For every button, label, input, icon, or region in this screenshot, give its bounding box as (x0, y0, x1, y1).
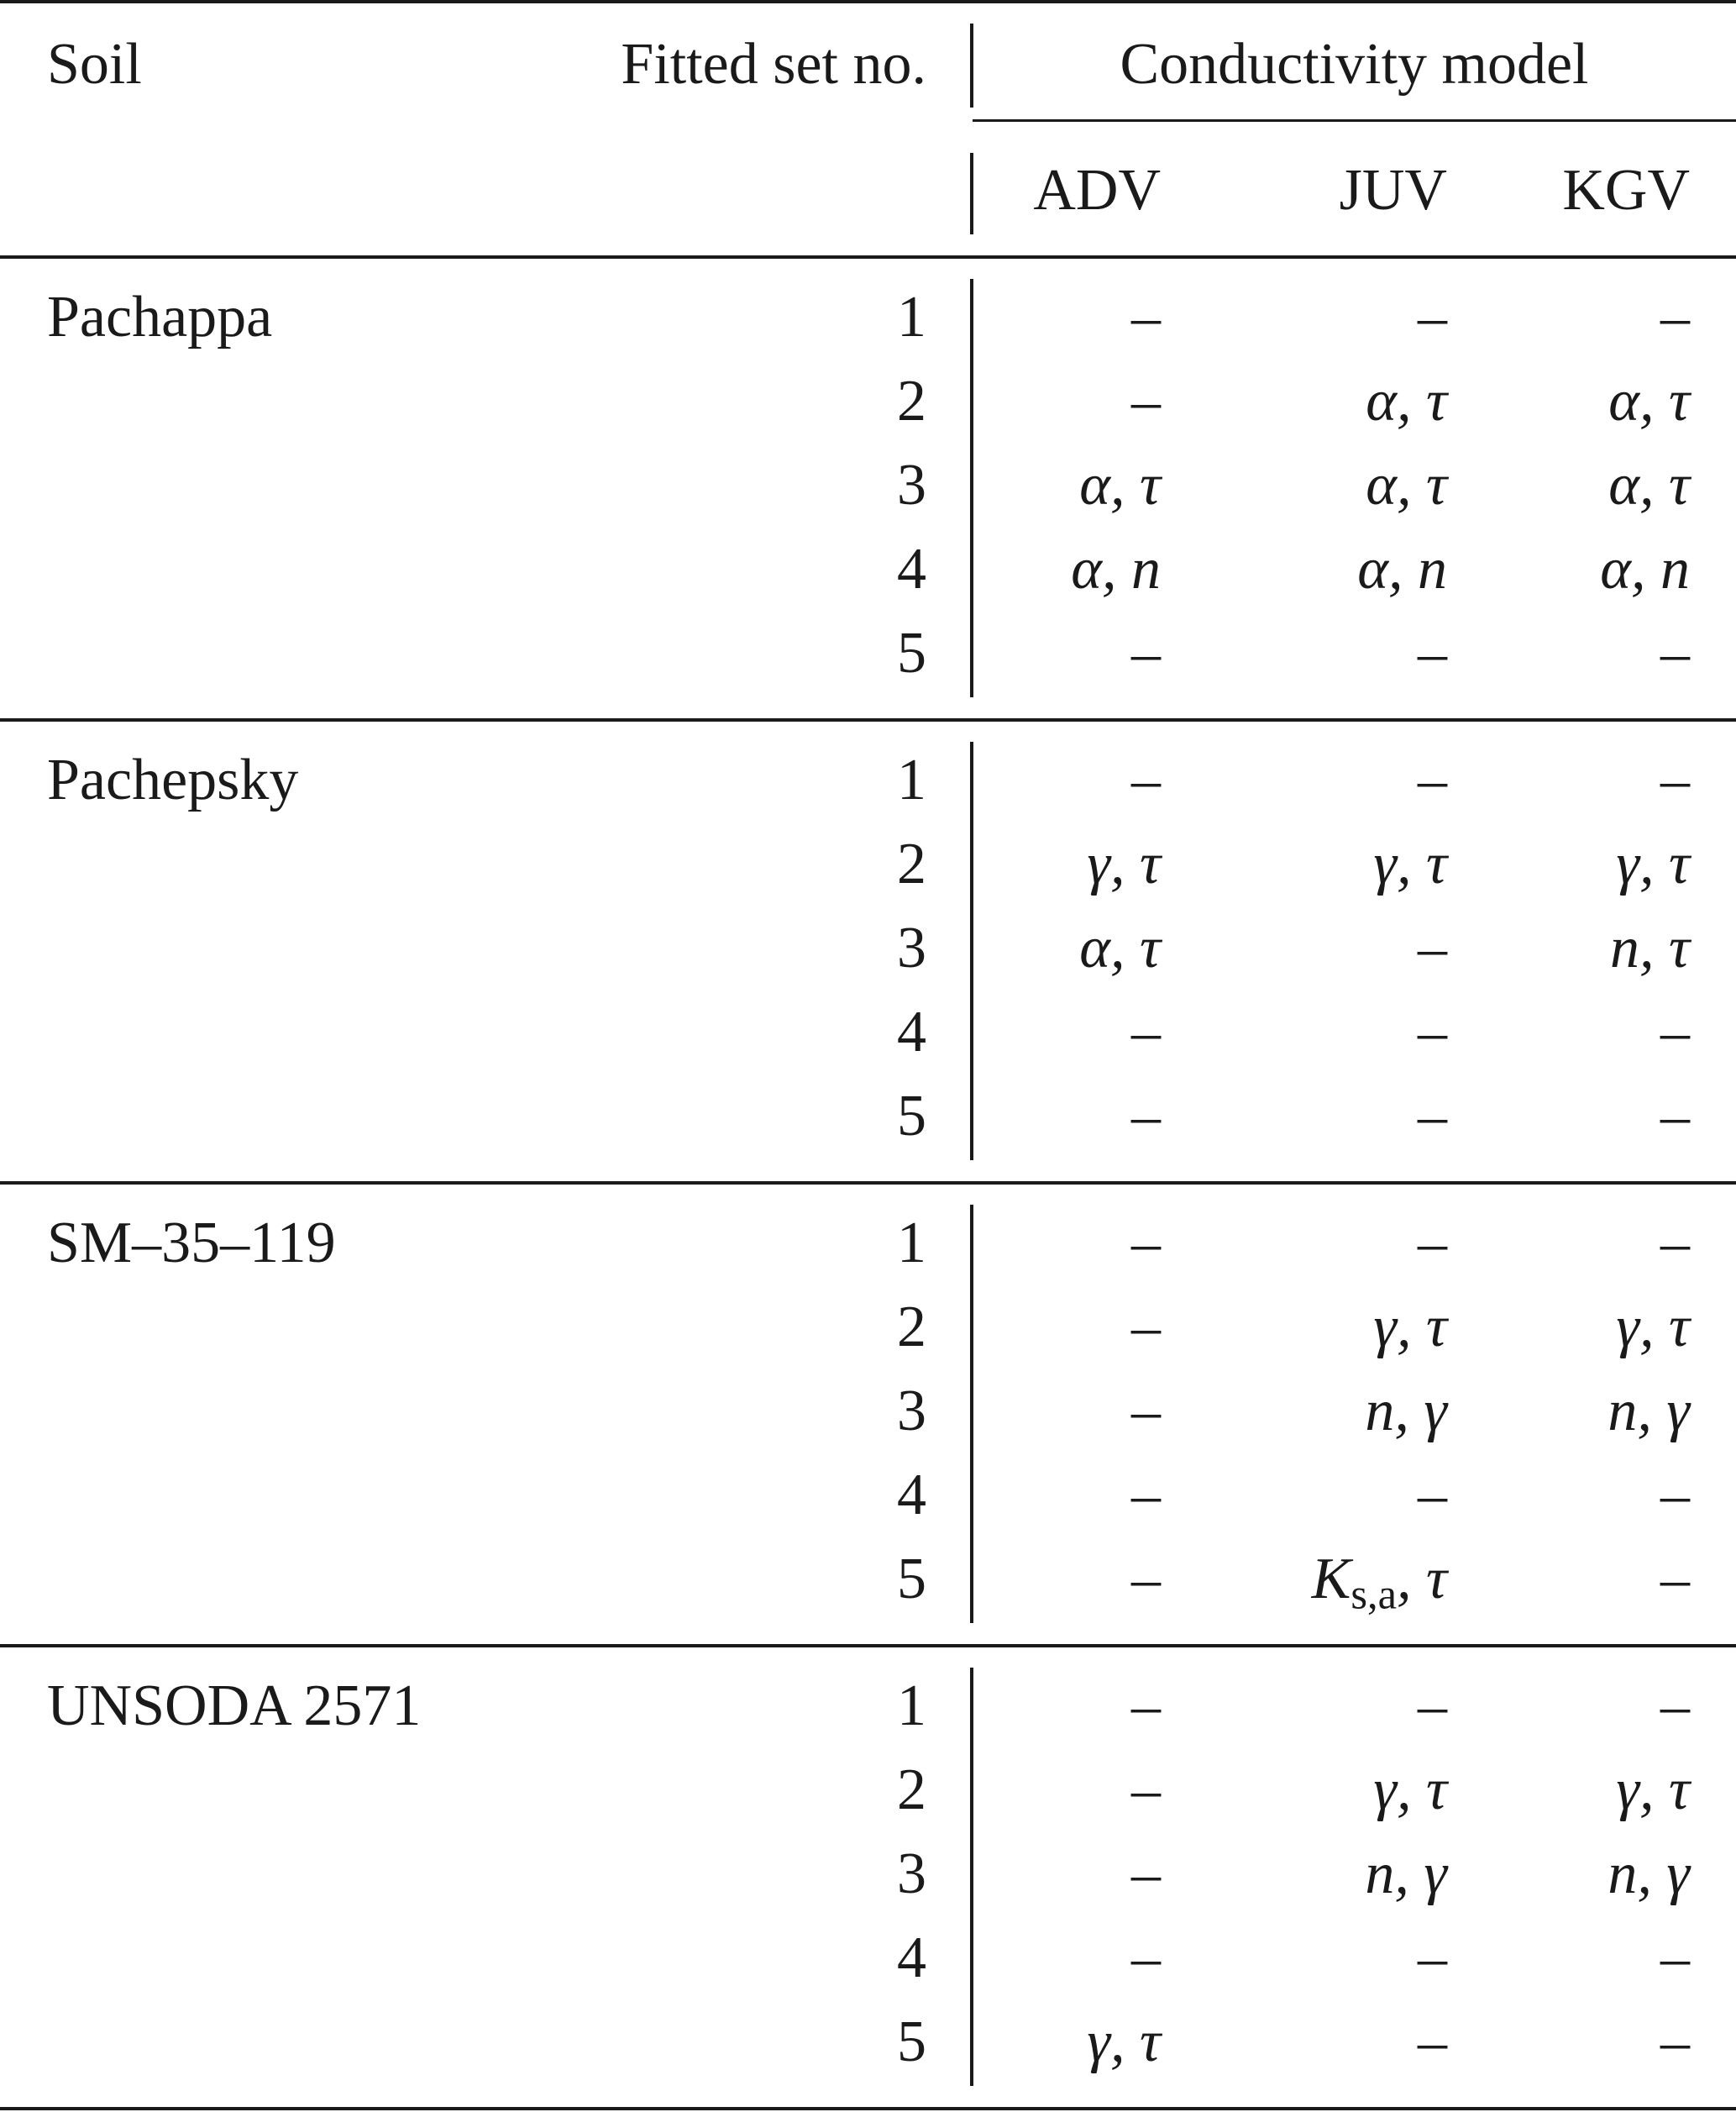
juv-cell: n, γ (1365, 1841, 1447, 1906)
adv-cell: – (1131, 1757, 1161, 1822)
set-number: 1 (897, 1673, 926, 1738)
kgv-cell: γ, τ (1616, 1757, 1690, 1822)
ks-subscript: s,a (1351, 1570, 1397, 1618)
conductivity-model-underline (973, 119, 1736, 122)
adv-cell: γ, τ (1087, 832, 1161, 896)
juv-cell: – (1418, 748, 1447, 812)
top-rule (0, 0, 1736, 3)
set-number: 2 (897, 369, 926, 433)
kgv-cell: n, γ (1608, 1841, 1690, 1906)
kgv-cell: – (1660, 1925, 1690, 1990)
kgv-cell: – (1660, 1463, 1690, 1527)
header-conductivity-model: Conductivity model (1120, 32, 1589, 97)
kgv-cell: – (1660, 285, 1690, 349)
kgv-cell: – (1660, 1211, 1690, 1275)
set-number: 4 (897, 537, 926, 602)
kgv-cell: α, τ (1608, 453, 1690, 517)
juv-cell: – (1418, 1925, 1447, 1990)
set-number: 4 (897, 1925, 926, 1990)
set-number: 4 (897, 1000, 926, 1064)
adv-cell: – (1131, 369, 1161, 433)
juv-cell: – (1418, 2010, 1447, 2074)
kgv-cell: – (1660, 748, 1690, 812)
juv-cell: γ, τ (1373, 1295, 1447, 1359)
group-separator-3 (0, 1644, 1736, 1647)
group-divider-sm35119 (970, 1205, 973, 1623)
set-number: 1 (897, 285, 926, 349)
set-number: 5 (897, 1084, 926, 1148)
juv-cell: α, τ (1366, 369, 1447, 433)
header-model-kgv: KGV (1562, 158, 1690, 223)
set-number: 3 (897, 916, 926, 980)
kgv-cell: – (1660, 1000, 1690, 1064)
juv-cell: – (1418, 916, 1447, 980)
ks-symbol: K (1311, 1547, 1351, 1611)
kgv-cell: α, τ (1608, 369, 1690, 433)
kgv-cell: n, γ (1608, 1379, 1690, 1443)
kgv-cell: n, τ (1609, 916, 1690, 980)
adv-cell: – (1131, 1379, 1161, 1443)
bottom-rule (0, 2107, 1736, 2110)
set-number: 4 (897, 1463, 926, 1527)
juv-cell: – (1418, 1673, 1447, 1738)
kgv-cell: γ, τ (1616, 1295, 1690, 1359)
adv-cell: α, τ (1079, 453, 1161, 517)
juv-cell: – (1418, 1000, 1447, 1064)
adv-cell: – (1131, 1925, 1161, 1990)
juv-cell: γ, τ (1373, 1757, 1447, 1822)
juv-cell: – (1418, 1211, 1447, 1275)
juv-cell: – (1418, 1463, 1447, 1527)
group-separator-1 (0, 718, 1736, 722)
adv-cell: – (1131, 1463, 1161, 1527)
header-soil: Soil (47, 32, 142, 97)
header-model-adv: ADV (1033, 158, 1161, 223)
kgv-cell: – (1660, 621, 1690, 686)
juv-cell: α, n (1357, 537, 1447, 602)
adv-cell: – (1131, 285, 1161, 349)
set-number: 1 (897, 1211, 926, 1275)
soil-name: SM–35–119 (47, 1211, 336, 1275)
kgv-cell: α, n (1600, 537, 1690, 602)
adv-cell: α, τ (1079, 916, 1161, 980)
adv-cell: – (1131, 1000, 1161, 1064)
adv-cell: α, n (1071, 537, 1161, 602)
juv-cell: – (1418, 285, 1447, 349)
header-fitted-set-no: Fitted set no. (621, 32, 926, 97)
juv-cell: α, τ (1366, 453, 1447, 517)
adv-cell: – (1131, 1295, 1161, 1359)
juv-cell: n, γ (1365, 1379, 1447, 1443)
header-model-juv: JUV (1339, 158, 1447, 223)
kgv-cell: – (1660, 1084, 1690, 1148)
set-number: 2 (897, 1757, 926, 1822)
set-number: 2 (897, 1295, 926, 1359)
set-number: 5 (897, 621, 926, 686)
group-separator-2 (0, 1181, 1736, 1185)
adv-cell: – (1131, 1841, 1161, 1906)
soil-name: Pachappa (47, 285, 273, 349)
adv-cell: – (1131, 1673, 1161, 1738)
juv-cell: – (1418, 621, 1447, 686)
kgv-cell: γ, τ (1616, 832, 1690, 896)
kgv-cell: – (1660, 1547, 1690, 1611)
juv-cell (1311, 1547, 1447, 1618)
group-divider-unsoda (970, 1668, 973, 2086)
set-number: 3 (897, 453, 926, 517)
set-number: 3 (897, 1379, 926, 1443)
set-number: 5 (897, 2010, 926, 2074)
adv-cell: – (1131, 1547, 1161, 1611)
juv-cell: – (1418, 1084, 1447, 1148)
group-divider-pachepsky (970, 742, 973, 1160)
soil-name: UNSODA 2571 (47, 1673, 422, 1738)
ks-rest: , τ (1396, 1547, 1447, 1611)
juv-cell: γ, τ (1373, 832, 1447, 896)
adv-cell: – (1131, 1084, 1161, 1148)
set-number: 1 (897, 748, 926, 812)
header-divider-2 (970, 153, 973, 234)
adv-cell: – (1131, 1211, 1161, 1275)
soil-name: Pachepsky (47, 748, 299, 812)
adv-cell: – (1131, 748, 1161, 812)
set-number: 2 (897, 832, 926, 896)
adv-cell: – (1131, 621, 1161, 686)
kgv-cell: – (1660, 2010, 1690, 2074)
set-number: 3 (897, 1841, 926, 1906)
adv-cell: γ, τ (1087, 2010, 1161, 2074)
header-bottom-rule (0, 255, 1736, 259)
kgv-cell: – (1660, 1673, 1690, 1738)
group-divider-pachappa (970, 279, 973, 697)
set-number: 5 (897, 1547, 926, 1611)
